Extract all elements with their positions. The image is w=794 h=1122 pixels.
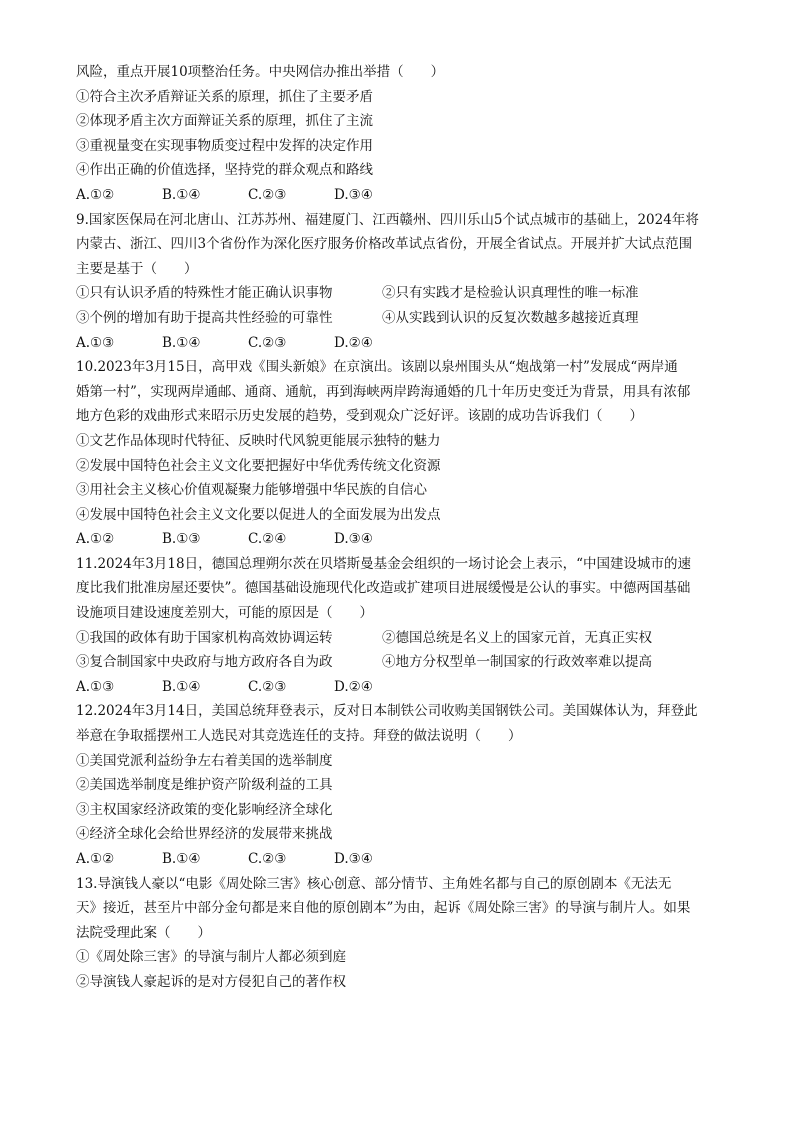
question-12: [76, 699, 722, 871]
question-11-option-2: ②德国总统是名义上的国家元首，无真正实权: [382, 629, 652, 646]
choice-c: C.②③: [248, 186, 287, 203]
question-10-stem-line: 10.2023年3月15日，高甲戏《围头新娘》在京演出。该剧以泉州围头从“炮战第一村”发展成“两岸通: [76, 359, 678, 376]
question-10-choices: [76, 527, 722, 552]
question-8-option-1: ①符合主次矛盾辩证关系的原理，抓住了主要矛盾: [76, 88, 373, 105]
question-9-option-2: ②只有实践才是检验认识真理性的唯一标准: [382, 285, 639, 302]
question-13-option-2: ②导演钱人豪起诉的是对方侵犯自己的著作权: [76, 973, 346, 990]
exam-page: [76, 60, 722, 995]
question-12-option-4: ④经济全球化会给世界经济的发展带来挑战: [76, 826, 333, 843]
question-8-option-4: ④作出正确的价值选择，坚持党的群众观点和路线: [76, 162, 373, 179]
choice-d: D.③④: [334, 531, 373, 548]
question-9-option-1: ①只有认识矛盾的特殊性才能正确认识事物: [76, 285, 333, 302]
question-13: [76, 872, 722, 995]
question-11-stem-line: 设施项目建设速度差别大，可能的原因是（ ）: [76, 605, 373, 622]
question-8-stem: 风险，重点开展10项整治任务。中央网信办推出举措（ ）: [76, 64, 445, 80]
question-9-stem-line: 主要是基于（ ）: [76, 260, 198, 277]
question-12-choices: [76, 847, 722, 872]
question-8: [76, 60, 722, 208]
choice-a: A.①③: [76, 334, 115, 351]
choice-d: D.③④: [334, 851, 373, 867]
choice-b: B.①④: [162, 334, 201, 351]
choice-c: C.②③: [248, 851, 287, 867]
question-13-stem-line: 天》接近，甚至片中部分金句都是来自他的原创剧本”为由，起诉《周处除三害》的导演与制片人。如果: [76, 900, 691, 917]
choice-c: C.②③: [248, 678, 287, 695]
choice-b: B.①④: [162, 186, 201, 203]
question-12-option-2: ②美国选举制度是维护资产阶级利益的工具: [76, 777, 333, 794]
question-11-option-4: ④地方分权型单一制国家的行政效率难以提高: [382, 654, 652, 671]
question-12-stem-line: 12.2024年3月14日，美国总统拜登表示，反对日本制铁公司收购美国钢铁公司。美国媒体认为，拜登此: [76, 703, 698, 720]
question-9-options-row: [76, 281, 722, 306]
question-11-options-row: [76, 650, 722, 675]
choice-a: A.①②: [76, 531, 115, 548]
choice-b: B.①③: [162, 531, 201, 548]
choice-d: D.②④: [334, 678, 373, 695]
choice-c: C.②④: [248, 531, 287, 548]
question-11-option-1: ①我国的政体有助于国家机构高效协调运转: [76, 629, 333, 646]
question-11: [76, 552, 722, 700]
question-9-options-row: [76, 306, 722, 331]
question-11-stem-line: 度比我们批准房屋还要快”。德国基础设施现代化改造或扩建项目进展缓慢是公认的事实。中德两国基础: [76, 580, 691, 597]
question-10: [76, 355, 722, 552]
question-12-option-3: ③主权国家经济政策的变化影响经济全球化: [76, 801, 333, 818]
question-10-option-3: ③用社会主义核心价值观凝聚力能够增强中华民族的自信心: [76, 482, 427, 499]
choice-d: D.②④: [334, 334, 373, 351]
question-13-stem-line: 法院受理此案（ ）: [76, 924, 211, 941]
question-11-options-row: [76, 626, 722, 651]
question-11-stem-line: 11.2024年3月18日，德国总理朔尔茨在贝塔斯曼基金会组织的一场讨论会上表示，“中国建设城市的速: [76, 555, 691, 572]
question-9-option-3: ③个例的增加有助于提高共性经验的可靠性: [76, 309, 333, 326]
question-9-stem-line: 9.国家医保局在河北唐山、江苏苏州、福建厦门、江西赣州、四川乐山5个试点城市的基础上，2024年将: [76, 211, 699, 228]
choice-b: B.①④: [162, 851, 201, 867]
question-10-option-4: ④发展中国特色社会主义文化要以促进人的全面发展为出发点: [76, 506, 441, 523]
question-8-option-2: ②体现矛盾主次方面辩证关系的原理，抓住了主流: [76, 113, 373, 130]
question-9: [76, 208, 722, 356]
choice-d: D.③④: [334, 186, 373, 203]
question-9-stem-line: 内蒙古、浙江、四川3个省份作为深化医疗服务价格改革试点省份，开展全省试点。开展并扩大试点范围: [76, 236, 693, 253]
question-10-stem-line: 地方色彩的戏曲形式来昭示历史发展的趋势，受到观众广泛好评。该剧的成功告诉我们（ ）: [76, 408, 643, 425]
choice-a: A.①③: [76, 678, 115, 695]
choice-a: A.①②: [76, 851, 115, 867]
question-9-choices: [76, 331, 722, 356]
question-8-option-3: ③重视量变在实现事物质变过程中发挥的决定作用: [76, 137, 373, 154]
question-8-choices: [76, 183, 722, 208]
question-9-option-4: ④从实践到认识的反复次数越多越接近真理: [382, 309, 639, 326]
choice-a: A.①②: [76, 186, 115, 203]
question-13-option-1: ①《周处除三害》的导演与制片人都必须到庭: [76, 949, 346, 966]
question-10-option-2: ②发展中国特色社会主义文化要把握好中华优秀传统文化资源: [76, 457, 441, 474]
question-11-choices: [76, 675, 722, 700]
choice-b: B.①④: [162, 678, 201, 695]
question-12-stem-line: 举意在争取摇摆州工人选民对其竞选连任的支持。拜登的做法说明（ ）: [76, 728, 522, 745]
question-10-stem-line: 婚第一村”，实现两岸通邮、通商、通航，再到海峡两岸跨海通婚的几十年历史变迁为背景，用具有浓郁: [76, 383, 691, 400]
question-11-option-3: ③复合制国家中央政府与地方政府各自为政: [76, 654, 333, 671]
choice-c: C.②③: [248, 334, 287, 351]
question-12-option-1: ①美国党派利益纷争左右着美国的选举制度: [76, 752, 333, 769]
question-13-stem-line: 13.导演钱人豪以“电影《周处除三害》核心创意、部分情节、主角姓名都与自己的原创剧本《无法无: [76, 875, 672, 892]
question-10-option-1: ①文艺作品体现时代特征、反映时代风貌更能展示独特的魅力: [76, 432, 441, 449]
